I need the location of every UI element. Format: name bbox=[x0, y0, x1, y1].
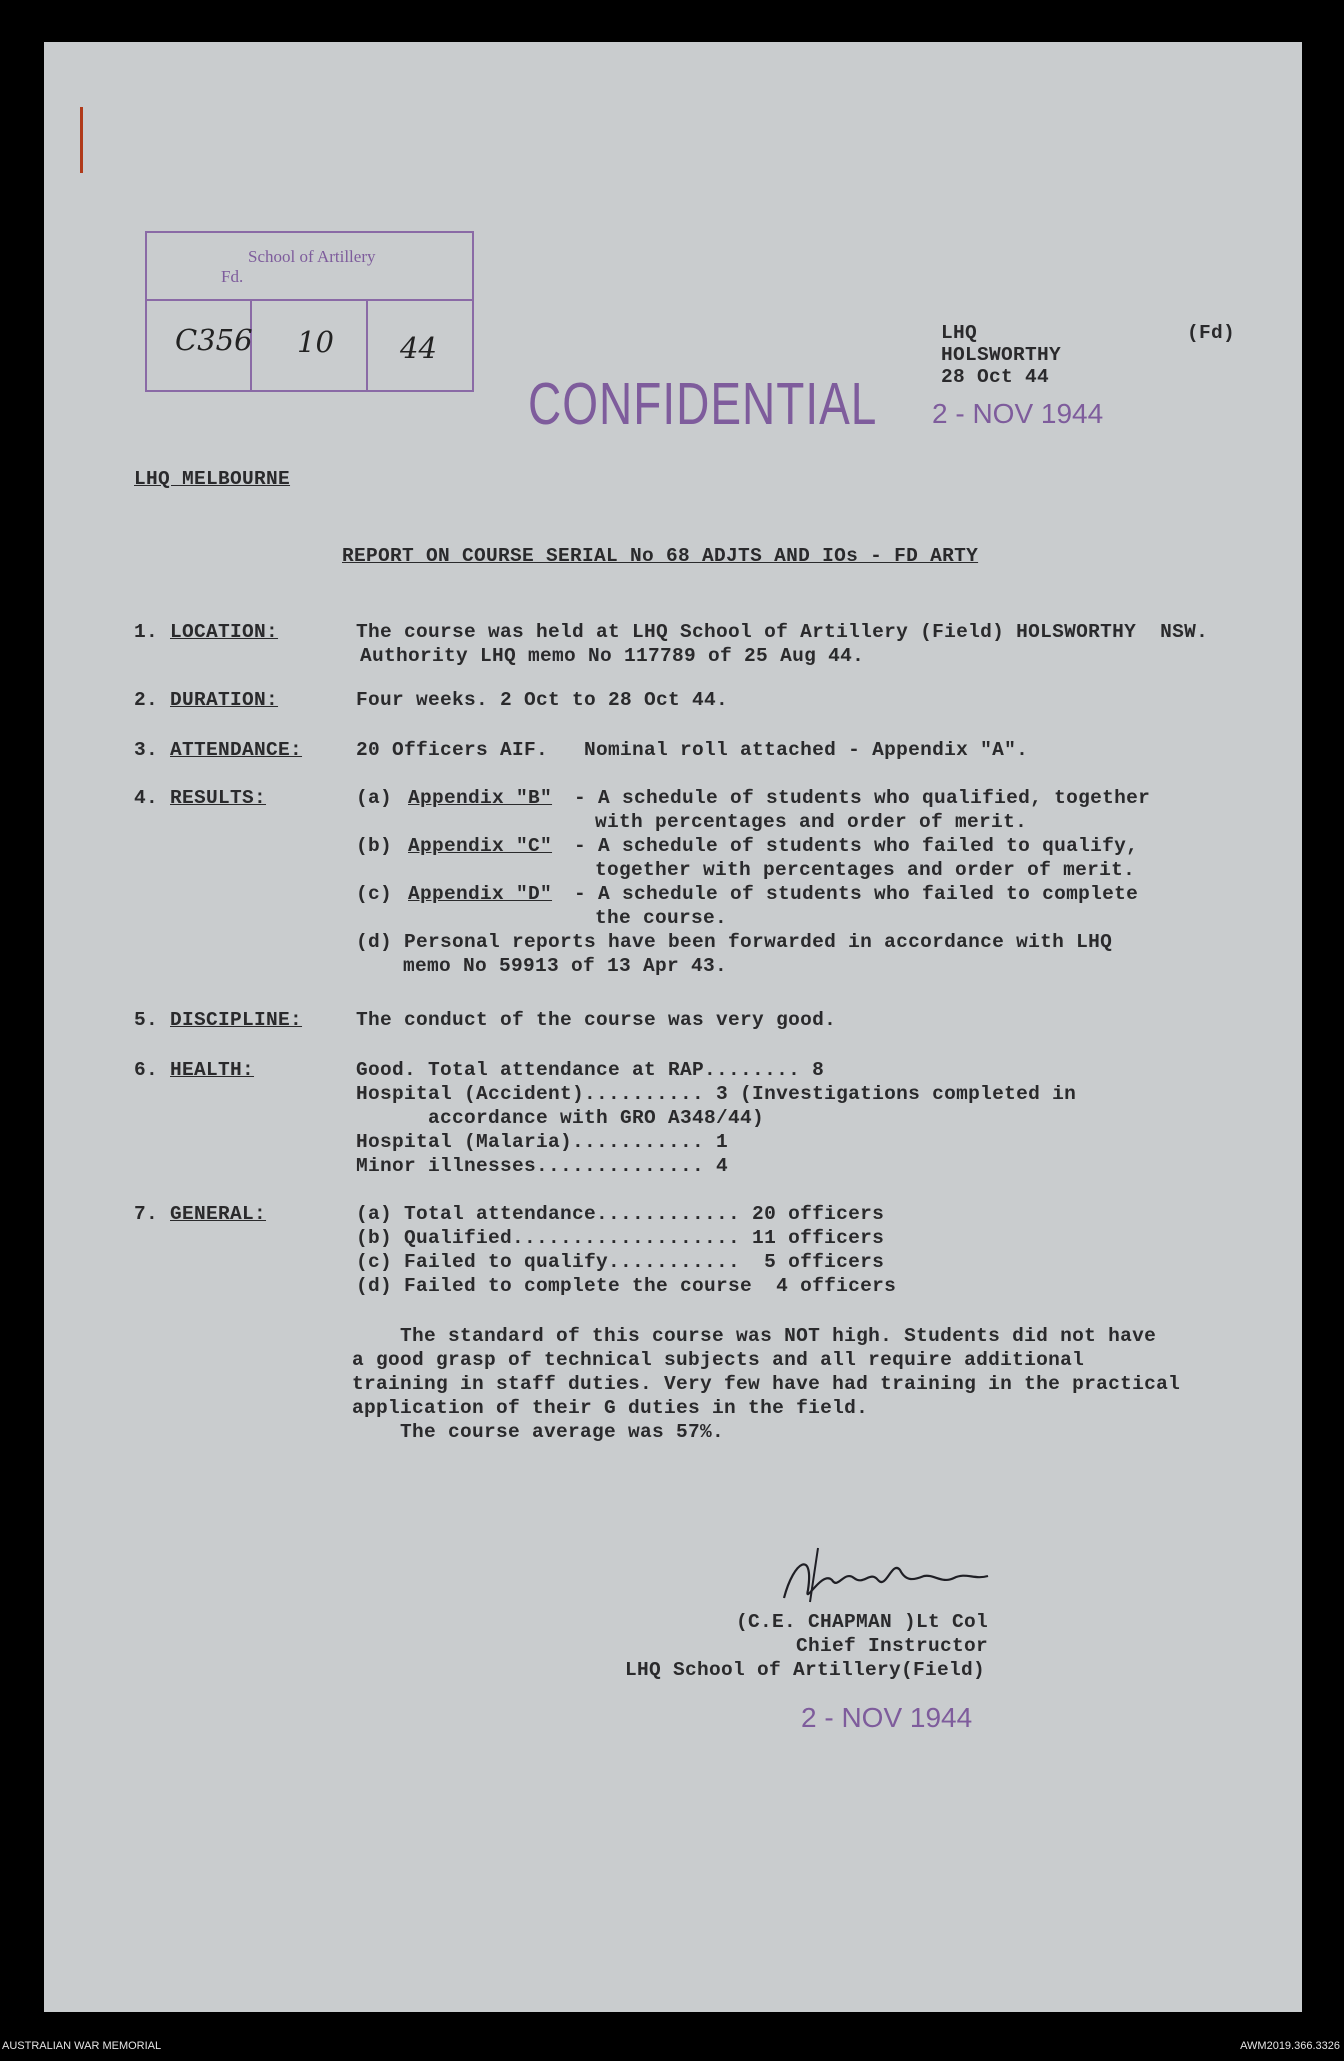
health-line2: Hospital (Accident).......... 3 (Investigations completed in bbox=[356, 1083, 1077, 1105]
results-b-line1: - A schedule of students who failed to qualify, bbox=[562, 835, 1139, 857]
health-line1: Good. Total attendance at RAP........ 8 bbox=[356, 1059, 825, 1081]
document-page bbox=[44, 42, 1302, 2012]
general-para-line4: application of their G duties in the field. bbox=[352, 1397, 869, 1419]
signature-scribble bbox=[774, 1540, 1024, 1620]
signature-name: (C.E. CHAPMAN )Lt Col bbox=[736, 1611, 989, 1633]
footer-accession-number: AWM2019.366.3326 bbox=[1240, 2040, 1340, 2052]
addressee: LHQ MELBOURNE bbox=[134, 468, 291, 490]
file-year: 44 bbox=[400, 331, 437, 365]
section-7-heading: GENERAL: bbox=[170, 1203, 267, 1225]
discipline-text: The conduct of the course was very good. bbox=[356, 1009, 837, 1031]
classification: (Fd) bbox=[1187, 322, 1236, 344]
results-a-label: (a) bbox=[356, 787, 393, 809]
health-line3: accordance with GRO A348/44) bbox=[428, 1107, 765, 1129]
results-d-line2: memo No 59913 of 13 Apr 43. bbox=[403, 955, 728, 977]
signature-unit: LHQ School of Artillery(Field) bbox=[625, 1659, 986, 1681]
results-c-line2: the course. bbox=[595, 907, 728, 929]
general-para-line3: training in staff duties. Very few have had training in the practical bbox=[352, 1373, 1181, 1395]
confidential-stamp: CONFIDENTIAL bbox=[528, 369, 878, 437]
file-month: 10 bbox=[297, 325, 334, 359]
section-5-number: 5. bbox=[134, 1009, 159, 1031]
stamp-subtitle: Fd. bbox=[221, 267, 244, 286]
report-title: REPORT ON COURSE SERIAL No 68 ADJTS AND IOs - FD ARTY bbox=[342, 545, 979, 567]
results-b-line2: together with percentages and order of merit. bbox=[595, 859, 1136, 881]
section-2-number: 2. bbox=[134, 689, 159, 711]
results-b-label: (b) bbox=[356, 835, 393, 857]
section-6-number: 6. bbox=[134, 1059, 159, 1081]
results-a-line2: with percentages and order of merit. bbox=[595, 811, 1028, 833]
general-line-c: (c) Failed to qualify........... 5 officers bbox=[356, 1251, 885, 1273]
duration-text: Four weeks. 2 Oct to 28 Oct 44. bbox=[356, 689, 729, 711]
results-a-appendix: Appendix "B" bbox=[408, 787, 553, 809]
section-1-heading: LOCATION: bbox=[170, 621, 279, 643]
health-line4: Hospital (Malaria)........... 1 bbox=[356, 1131, 729, 1153]
section-3-heading: ATTENDANCE: bbox=[170, 739, 303, 761]
section-4-number: 4. bbox=[134, 787, 159, 809]
received-date-stamp: 2 - NOV 1944 bbox=[932, 398, 1104, 429]
registration-stamp bbox=[145, 231, 474, 392]
general-line-b: (b) Qualified................... 11 officers bbox=[356, 1227, 885, 1249]
general-para-line2: a good grasp of technical subjects and all require additional bbox=[352, 1349, 1085, 1371]
origin-line2: HOLSWORTHY bbox=[941, 344, 1062, 366]
section-3-number: 3. bbox=[134, 739, 159, 761]
section-6-heading: HEALTH: bbox=[170, 1059, 255, 1081]
header-date: 28 Oct 44 bbox=[941, 366, 1050, 388]
general-para-line5: The course average was 57%. bbox=[352, 1421, 725, 1443]
footer-source: AUSTRALIAN WAR MEMORIAL bbox=[2, 2040, 162, 2052]
stamp-title: School of Artillery bbox=[248, 247, 376, 266]
results-c-line1: - A schedule of students who failed to complete bbox=[562, 883, 1139, 905]
attendance-text: 20 Officers AIF. Nominal roll attached - Appendix "A". bbox=[356, 739, 1029, 761]
results-d-line1: (d) Personal reports have been forwarded in accordance with LHQ bbox=[356, 931, 1113, 953]
section-4-heading: RESULTS: bbox=[170, 787, 267, 809]
punch-mark bbox=[80, 107, 83, 173]
results-b-appendix: Appendix "C" bbox=[408, 835, 553, 857]
results-a-line1: - A schedule of students who qualified, together bbox=[562, 787, 1151, 809]
results-c-label: (c) bbox=[356, 883, 393, 905]
general-line-d: (d) Failed to complete the course 4 officers bbox=[356, 1275, 897, 1297]
section-1-number: 1. bbox=[134, 621, 159, 643]
section-2-heading: DURATION: bbox=[170, 689, 279, 711]
origin-line1: LHQ bbox=[941, 322, 978, 344]
general-para-line1: The standard of this course was NOT high. Students did not have bbox=[352, 1325, 1157, 1347]
file-number: C356 bbox=[175, 323, 253, 357]
location-line1: The course was held at LHQ School of Artillery (Field) HOLSWORTHY NSW. bbox=[356, 621, 1209, 643]
health-line5: Minor illnesses.............. 4 bbox=[356, 1155, 729, 1177]
section-7-number: 7. bbox=[134, 1203, 159, 1225]
signature-title: Chief Instructor bbox=[796, 1635, 989, 1657]
signature-date-stamp: 2 - NOV 1944 bbox=[801, 1702, 973, 1733]
general-line-a: (a) Total attendance............ 20 officers bbox=[356, 1203, 885, 1225]
section-5-heading: DISCIPLINE: bbox=[170, 1009, 303, 1031]
location-line2: Authority LHQ memo No 117789 of 25 Aug 44. bbox=[360, 645, 865, 667]
results-c-appendix: Appendix "D" bbox=[408, 883, 553, 905]
